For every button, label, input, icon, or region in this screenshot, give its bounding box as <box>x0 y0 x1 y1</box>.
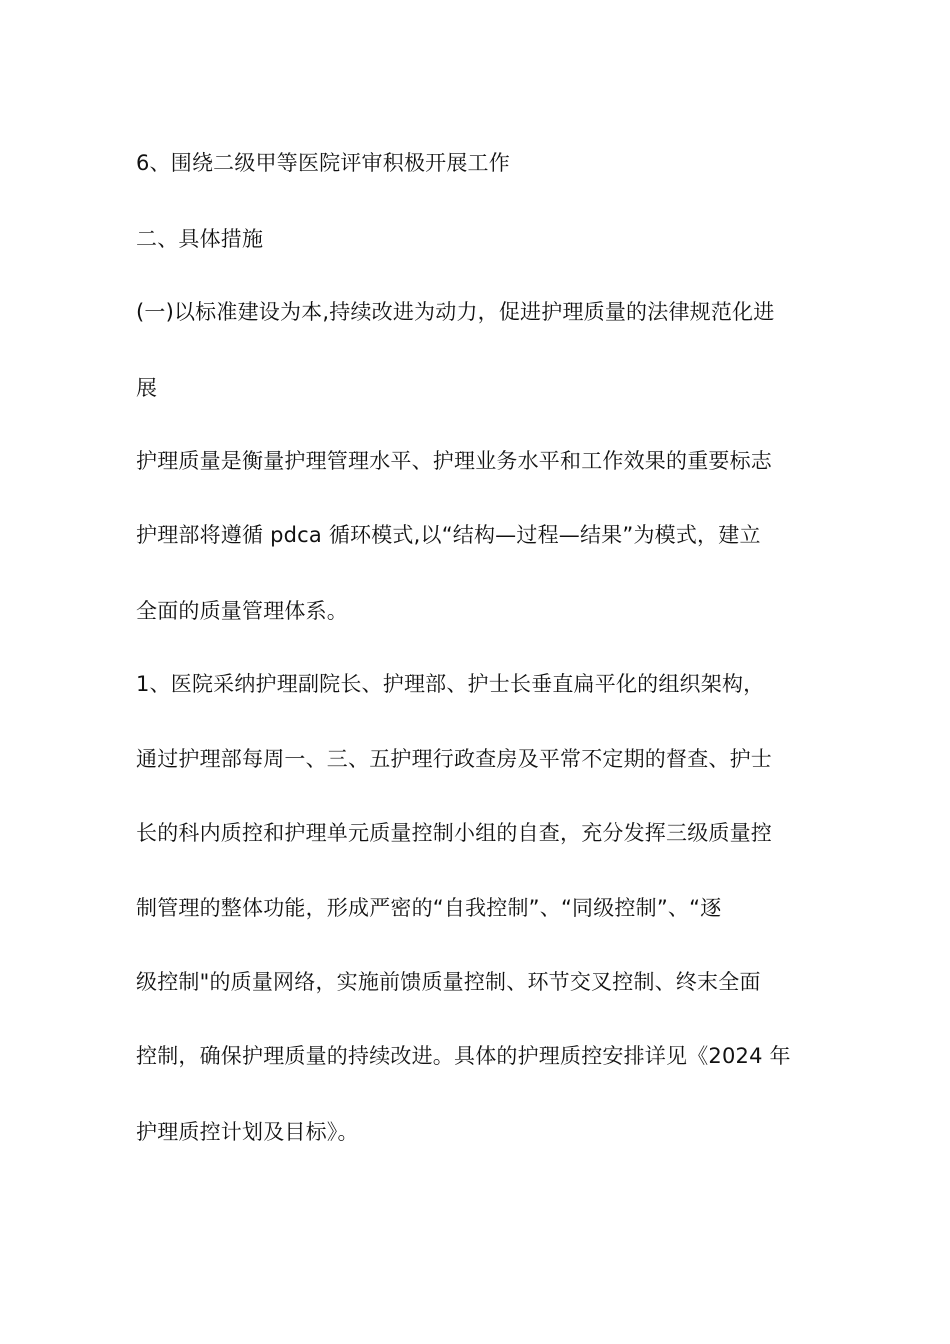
subsection-heading-line-1: (一)以标准建设为本,持续改进为动力，促进护理质量的法律规范化进 <box>136 300 775 324</box>
paragraph-line: 通过护理部每周一、三、五护理行政查房及平常不定期的督查、护士 <box>136 747 772 771</box>
paragraph-line: 长的科内质控和护理单元质量控制小组的自查，充分发挥三级质量控 <box>136 821 772 845</box>
paragraph-line: 护理部将遵循 pdca 循环模式,以“结构—过程—结果”为模式，建立 <box>136 523 761 547</box>
paragraph-line: 护理质量是衡量护理管理水平、护理业务水平和工作效果的重要标志 <box>136 449 772 473</box>
paragraph-line: 级控制"的质量网络，实施前馈质量控制、环节交叉控制、终末全面 <box>136 970 761 994</box>
paragraph-line: 控制，确保护理质量的持续改进。具体的护理质控安排详见《2024 年 <box>136 1044 791 1068</box>
subsection-heading-line-2: 展 <box>136 376 158 400</box>
paragraph-line: 制管理的整体功能，形成严密的“自我控制”、“同级控制”、“逐 <box>136 896 722 920</box>
paragraph-line: 护理质控计划及目标》。 <box>136 1120 359 1144</box>
item-6-heading: 6、围绕二级甲等医院评审积极开展工作 <box>136 151 510 175</box>
paragraph-line: 1、医院采纳护理副院长、护理部、护士长垂直扁平化的组织架构， <box>136 672 765 696</box>
paragraph-line: 全面的质量管理体系。 <box>136 599 348 623</box>
section-heading: 二、具体措施 <box>136 227 264 251</box>
